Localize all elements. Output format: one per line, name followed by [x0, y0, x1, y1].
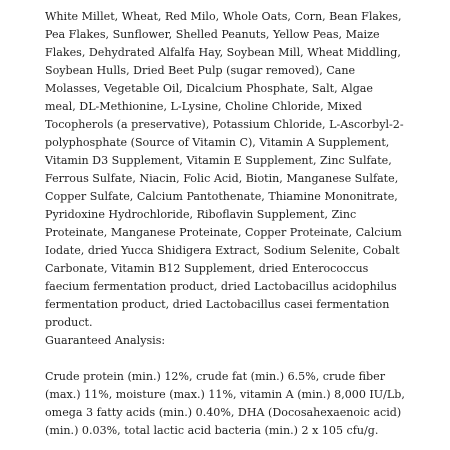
guaranteed-analysis-heading: Guaranteed Analysis:: [45, 334, 166, 347]
guaranteed-analysis-paragraph: Crude protein (min.) 12%, crude fat (min.) 6.5%, crude fiber (max.) 11%, moisture (max.) 11%, vitamin A (min.) 8,000 IU/Lb, omega 3 fatty acids (min.) 0.40%, DHA (Docosahexaenoic acid) (min.) 0.03%, total lactic acid bacteria (min.) 2 x 105 cfu/g.: [45, 370, 405, 437]
document-body: [45, 8, 407, 440]
paragraph-spacer: [45, 350, 407, 368]
ingredients-paragraph: White Millet, Wheat, Red Milo, Whole Oats, Corn, Bean Flakes, Pea Flakes, Sunflower, Shelled Peanuts, Yellow Peas, Maize Flakes, Dehydrated Alfalfa Hay, Soybean Mill, Wheat Middling, Soybean Hulls, Dried Beet Pulp (sugar removed), Cane Molasses, Vegetable Oil, Dicalcium Phosphate, Salt, Algae meal, DL-Methionine, L-Lysine, Choline Chloride, Mixed Tocopherols (a preservative), Potassium Chloride, L-Ascorbyl-2-polyphosphate (Source of Vitamin C), Vitamin A Supplement, Vitamin D3 Supplement, Vitamin E Supplement, Zinc Sulfate, Ferrous Sulfate, Niacin, Folic Acid, Biotin, Manganese Sulfate, Copper Sulfate, Calcium Pantothenate, Thiamine Mononitrate, Pyridoxine Hydrochloride, Riboflavin Supplement, Zinc Proteinate, Manganese Proteinate, Copper Proteinate, Calcium Iodate, dried Yucca Shidigera Extract, Sodium Selenite, Cobalt Carbonate, Vitamin B12 Supplement, dried Enterococcus faecium fermentation product, dried Lactobacillus acidophilus fermentation product, dried Lactobacillus casei fermentation product.: [45, 10, 404, 329]
